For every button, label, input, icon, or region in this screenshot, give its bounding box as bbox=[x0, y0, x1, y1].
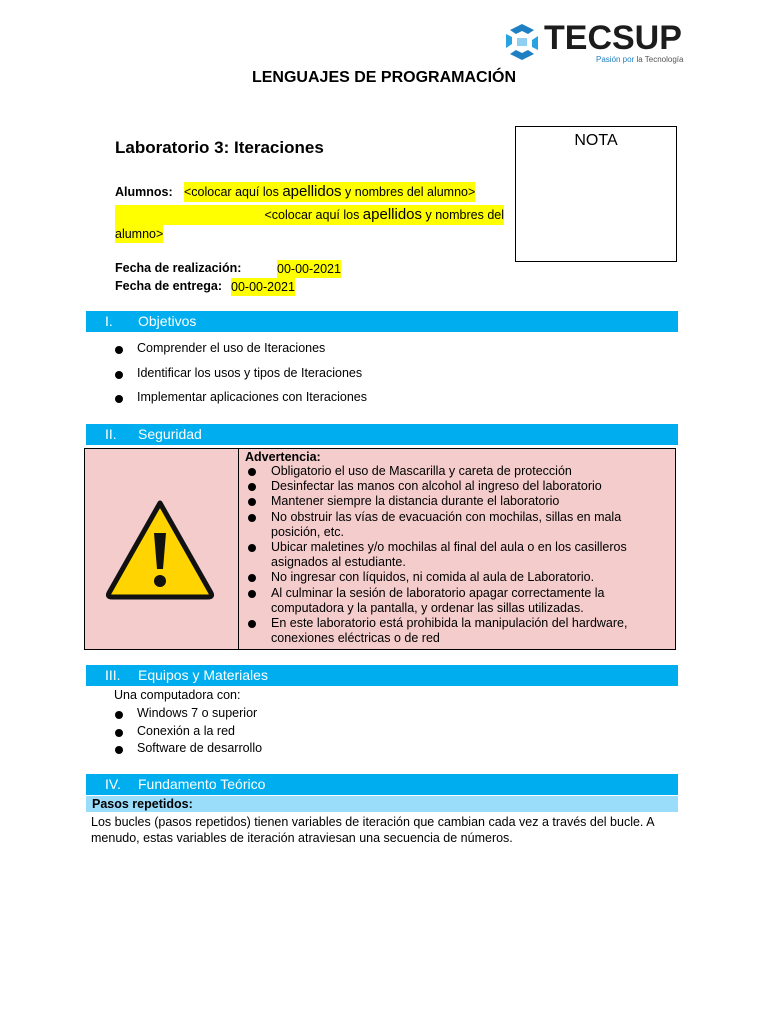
logo-tagline bbox=[596, 55, 683, 64]
logo-tagline-part-b: la Tecnología bbox=[636, 55, 684, 64]
lab-title: Laboratorio 3: Iteraciones bbox=[115, 138, 324, 157]
section-title: Objetivos bbox=[138, 313, 197, 329]
list-item: Mantener siempre la distancia durante el laboratorio bbox=[244, 494, 664, 509]
warning-triangle-icon bbox=[103, 497, 217, 601]
delivery-date-value[interactable]: 00-00-2021 bbox=[231, 280, 295, 294]
section-objetivos-header bbox=[86, 311, 678, 332]
student2-emphasis: apellidos bbox=[362, 206, 423, 223]
theory-paragraph: Los bucles (pasos repetidos) tienen variables de iteración que cambian cada vez a través del bucle. A menudo, estas variables de iteración atraviesan una secuencia de números. bbox=[91, 815, 654, 845]
section-title: Fundamento Teórico bbox=[138, 776, 266, 792]
students-label: Alumnos: bbox=[115, 185, 173, 199]
student2-pre: <colocar aquí los bbox=[264, 208, 363, 222]
list-item: Ubicar maletines y/o mochilas al final del aula o en los casilleros asignados al estudiante. bbox=[244, 540, 664, 570]
student1-pre: <colocar aquí los bbox=[184, 185, 283, 199]
realization-date-value[interactable]: 00-00-2021 bbox=[277, 262, 341, 276]
section-title: Seguridad bbox=[138, 426, 202, 442]
list-item: Desinfectar las manos con alcohol al ingreso del laboratorio bbox=[244, 479, 664, 494]
equipment-intro: Una computadora con: bbox=[114, 688, 241, 702]
section-seguridad-header bbox=[86, 424, 678, 445]
table-divider bbox=[238, 449, 239, 649]
section-equipos-header bbox=[86, 665, 678, 686]
list-item: En este laboratorio está prohibida la manipulación del hardware, conexiones eléctricas o de red bbox=[244, 616, 664, 646]
equipment-list bbox=[113, 706, 262, 759]
document-title: LENGUAJES DE PROGRAMACIÓN bbox=[251, 69, 517, 86]
tecsup-logo-icon bbox=[500, 20, 544, 64]
logo-wordmark: TECSUP bbox=[544, 19, 682, 57]
section-number: II. bbox=[105, 426, 117, 442]
section-number: III. bbox=[105, 667, 121, 683]
section-fundamento-header bbox=[86, 774, 678, 795]
list-item: Conexión a la red bbox=[113, 724, 262, 742]
list-item: No ingresar con líquidos, ni comida al aula de Laboratorio. bbox=[244, 570, 664, 585]
list-item: No obstruir las vías de evacuación con mochilas, sillas en mala posición, etc. bbox=[244, 510, 664, 540]
list-item: Obligatorio el uso de Mascarilla y careta de protección bbox=[244, 464, 664, 479]
student-name-placeholder-2[interactable] bbox=[115, 205, 504, 225]
list-item: Software de desarrollo bbox=[113, 741, 262, 759]
theory-subheading: Pasos repetidos: bbox=[86, 796, 678, 812]
grade-box bbox=[515, 126, 677, 262]
delivery-date-label: Fecha de entrega: bbox=[115, 279, 222, 293]
grade-label: NOTA bbox=[574, 132, 618, 149]
warning-list bbox=[244, 464, 664, 646]
realization-date-label: Fecha de realización: bbox=[115, 261, 242, 275]
student2-continuation: alumno> bbox=[115, 227, 164, 241]
list-item: Identificar los usos y tipos de Iteraciones bbox=[113, 366, 367, 391]
list-item: Comprender el uso de Iteraciones bbox=[113, 341, 367, 366]
objectives-list bbox=[113, 341, 367, 415]
student1-post: y nombres del alumno> bbox=[341, 185, 476, 199]
logo-tagline-part-a: Pasión por bbox=[596, 55, 637, 64]
student-name-placeholder-1[interactable] bbox=[184, 182, 475, 202]
section-title: Equipos y Materiales bbox=[138, 667, 268, 683]
student1-emphasis: apellidos bbox=[282, 183, 342, 200]
list-item: Windows 7 o superior bbox=[113, 706, 262, 724]
list-item: Al culminar la sesión de laboratorio apagar correctamente la computadora y la pantalla, y ordenar las sillas utilizadas. bbox=[244, 586, 664, 616]
section-number: IV. bbox=[105, 776, 121, 792]
tecsup-logo bbox=[500, 18, 684, 68]
list-item: Implementar aplicaciones con Iteraciones bbox=[113, 390, 367, 415]
student2-post: y nombres del bbox=[422, 208, 504, 222]
warning-title: Advertencia: bbox=[245, 450, 321, 464]
section-number: I. bbox=[105, 313, 113, 329]
